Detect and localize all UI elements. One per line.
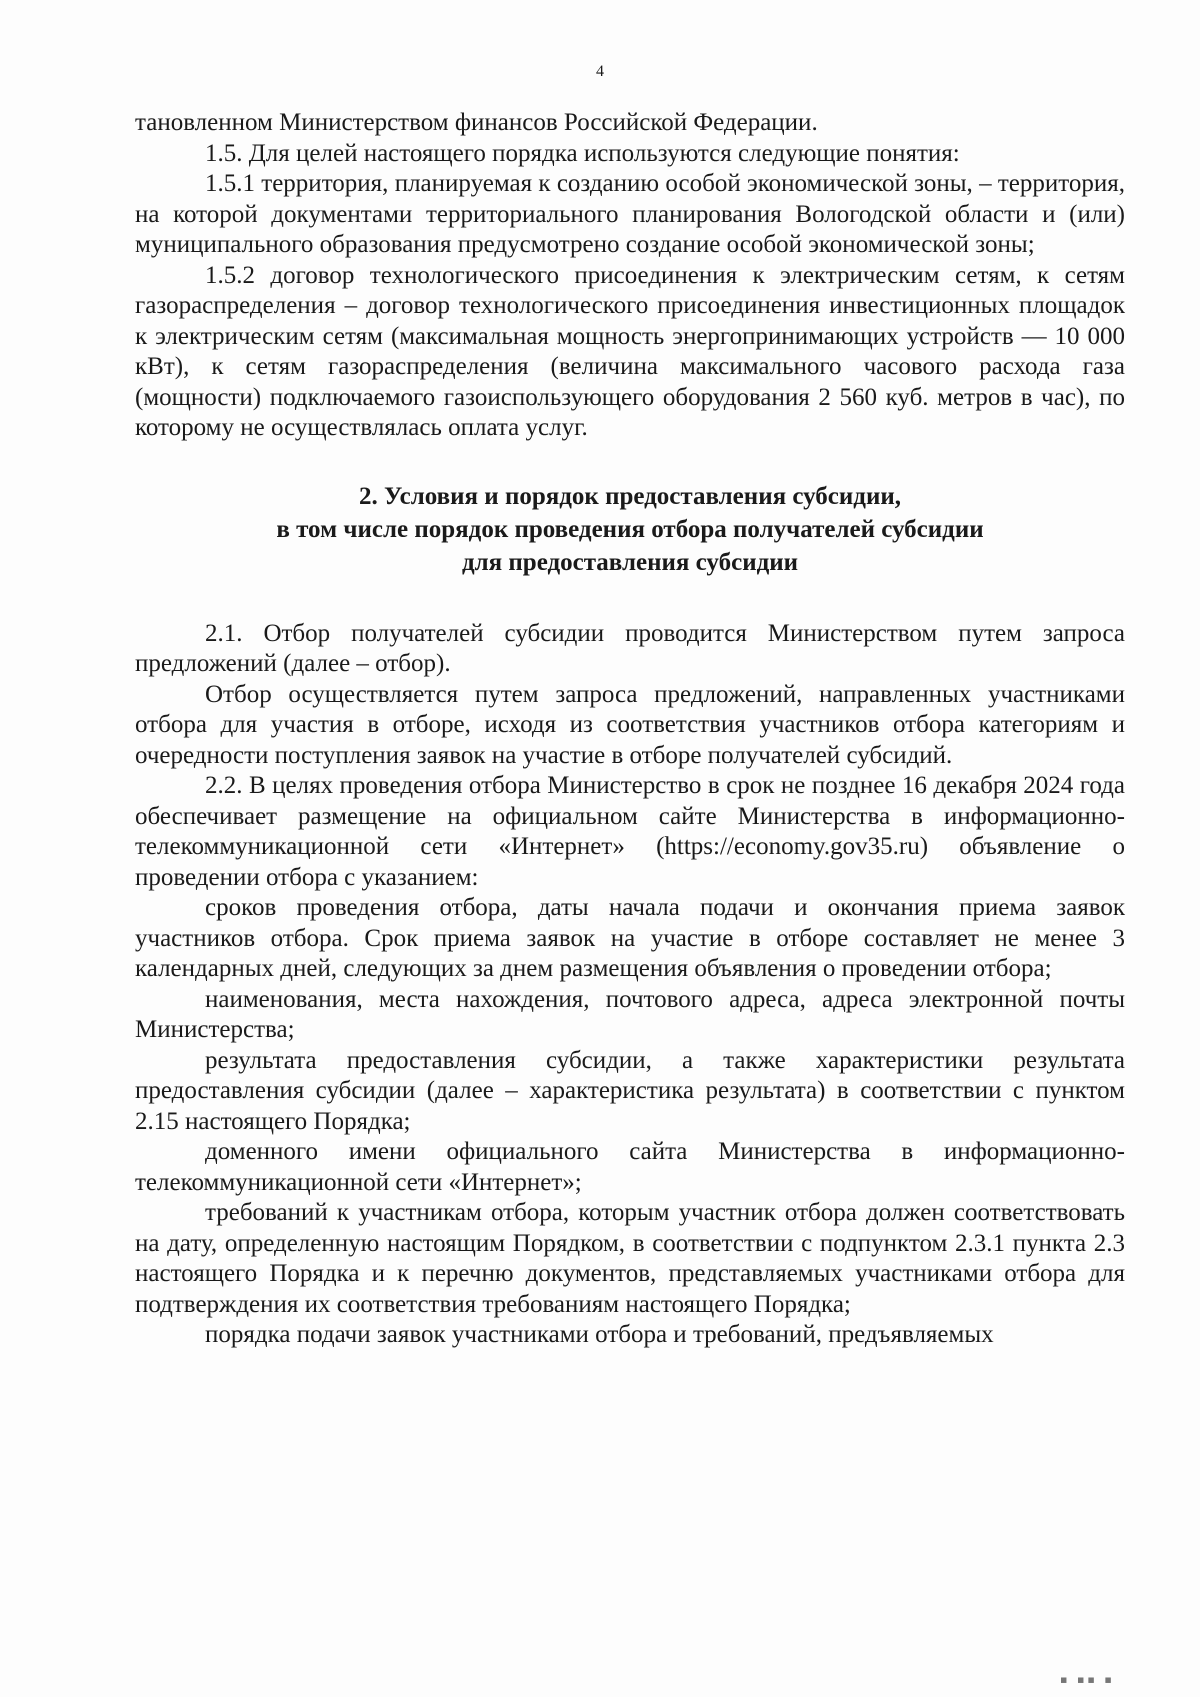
paragraph: 2.2. В целях проведения отбора Министерство в срок не позднее 16 декабря 2024 года обеспечивает размещение на официальном сайте Министерства в информационно-телекоммуникационной сети «Интернет» (https://economy.gov35.ru) объявление о проведении отбора с указанием: <box>135 772 1125 891</box>
paragraph: доменного имени официального сайта Министерства в информационно-телекоммуникационной сети «Интернет»; <box>135 1138 1125 1196</box>
section-heading-line: 2. Условия и порядок предоставления субсидии, <box>358 482 902 510</box>
paragraph: 1.5.2 договор технологического присоединения к электрическим сетям, к сетям газораспределения – договор технологического присоединения инвестиционных площадок к электрическим сетям (максимальная мощность энергопринимающих устройств — 10 000 кВт), к сетям газораспределения (величина максимального часового расхода газа (мощности) подключаемого газоиспользующего оборудования 2 560 куб. метров в час), по которому не осуществлялась оплата услуг. <box>135 261 1125 441</box>
document-body <box>135 108 1125 1351</box>
paragraph: результата предоставления субсидии, а также характеристики результата предоставления субсидии (далее – характеристика результата) в соответствии с пунктом 2.15 настоящего Порядка; <box>135 1046 1125 1135</box>
section-heading <box>135 480 1125 579</box>
section-heading-line: в том числе порядок проведения отбора получателей субсидии <box>276 515 984 543</box>
scan-artifact-mark: ▪ ▪▪ ▪ <box>1060 1673 1115 1686</box>
paragraph: 1.5.1 территория, планируемая к созданию особой экономической зоны, – территория, на которой документами территориального планирования Вологодской области и (или) муниципального образования предусмотрено создание особой экономической зоны; <box>135 170 1125 258</box>
paragraph: 1.5. Для целей настоящего порядка используются следующие понятия: <box>205 139 960 167</box>
paragraph: требований к участникам отбора, которым участник отбора должен соответствовать на дату, определенную настоящим Порядком, в соответствии с подпунктом 2.3.1 пункта 2.3 настоящего Порядка и к перечню документов, представляемых участниками отбора для подтверждения их соответствия требованиям настоящего Порядка; <box>135 1199 1125 1318</box>
paragraph: 2.1. Отбор получателей субсидии проводится Министерством путем запроса предложений (далее – отбор). <box>135 619 1125 677</box>
paragraph: Отбор осуществляется путем запроса предложений, направленных участниками отбора для участия в отборе, исходя из соответствия участников отбора категориям и очередности поступления заявок на участие в отборе получателей субсидий. <box>135 680 1125 769</box>
page-number: 4 <box>596 63 604 80</box>
section-heading-line: для предоставления субсидии <box>461 548 799 576</box>
paragraph: наименования, места нахождения, почтового адреса, адреса электронной почты Министерства; <box>135 985 1125 1043</box>
paragraph: порядка подачи заявок участниками отбора и требований, предъявляемых <box>205 1321 994 1348</box>
paragraph: сроков проведения отбора, даты начала подачи и окончания приема заявок участников отбора. Срок приема заявок на участие в отборе составляет не менее 3 календарных дней, следующих за днем размещения объявления о проведении отбора; <box>135 894 1125 982</box>
paragraph: тановленном Министерством финансов Российской Федерации. <box>135 109 818 136</box>
